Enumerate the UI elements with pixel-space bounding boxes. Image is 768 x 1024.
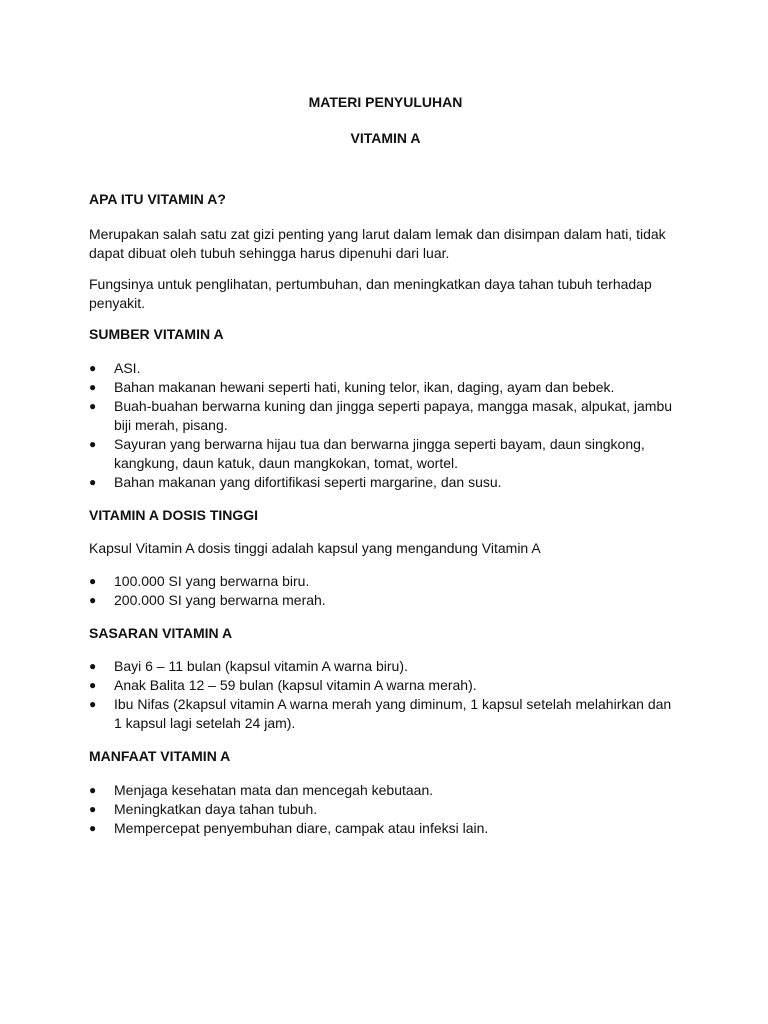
bullet-icon: ● <box>89 593 97 607</box>
list-item-text: 100.000 SI yang berwarna biru. <box>114 573 310 589</box>
list-item <box>89 781 682 800</box>
list-item-text: Meningkatkan daya tahan tubuh. <box>114 801 318 817</box>
heading-manfaat-vitamin-a: MANFAAT VITAMIN A <box>89 748 231 764</box>
list-item-text: ASI. <box>114 360 141 376</box>
list-item <box>89 572 682 591</box>
list-sumber <box>89 359 682 492</box>
bullet-icon: ● <box>89 659 97 673</box>
list-item <box>89 695 682 733</box>
bullet-icon: ● <box>89 802 97 816</box>
bullet-icon: ● <box>89 475 97 489</box>
list-sasaran <box>89 657 682 733</box>
list-item-text: Bayi 6 – 11 bulan (kapsul vitamin A warna biru). <box>114 658 408 674</box>
list-item <box>89 435 682 473</box>
list-item <box>89 676 682 695</box>
bullet-icon: ● <box>89 678 97 692</box>
bullet-icon: ● <box>89 783 97 797</box>
paragraph-dosis: Kapsul Vitamin A dosis tinggi adalah kapsul yang mengandung Vitamin A <box>89 540 541 556</box>
list-item-text: Bahan makanan yang difortifikasi seperti margarine, dan susu. <box>114 474 502 490</box>
heading-vitamin-a-dosis-tinggi: VITAMIN A DOSIS TINGGI <box>89 507 259 523</box>
bullet-icon: ● <box>89 821 97 835</box>
document-title: MATERI PENYULUHAN <box>308 94 463 110</box>
bullet-icon: ● <box>89 399 97 413</box>
bullet-icon: ● <box>89 361 97 375</box>
list-item-text: Mempercepat penyembuhan diare, campak atau infeksi lain. <box>114 820 489 836</box>
bullet-icon: ● <box>89 380 97 394</box>
bullet-icon: ● <box>89 574 97 588</box>
list-item <box>89 657 682 676</box>
bullet-icon: ● <box>89 437 97 451</box>
list-item-text: Ibu Nifas (2kapsul vitamin A warna merah yang diminum, 1 kapsul setelah melahirkan dan 1 kapsul lagi setelah 24 jam). <box>114 696 672 731</box>
list-item-text: Menjaga kesehatan mata dan mencegah kebutaan. <box>114 782 434 798</box>
heading-sasaran-vitamin-a: SASARAN VITAMIN A <box>89 625 233 641</box>
paragraph-definition: Merupakan salah satu zat gizi penting yang larut dalam lemak dan disimpan dalam hati, tidak dapat dibuat oleh tubuh sehingga harus dipenuhi dari luar. <box>89 226 666 261</box>
list-item <box>89 378 682 397</box>
document-subtitle: VITAMIN A <box>350 130 421 146</box>
list-item-text: 200.000 SI yang berwarna merah. <box>114 592 326 608</box>
list-dosis <box>89 572 682 610</box>
heading-apa-itu-vitamin-a: APA ITU VITAMIN A? <box>89 191 226 207</box>
list-item <box>89 359 682 378</box>
list-manfaat <box>89 781 682 838</box>
heading-sumber-vitamin-a: SUMBER VITAMIN A <box>89 326 224 342</box>
list-item <box>89 591 682 610</box>
list-item <box>89 800 682 819</box>
list-item-text: Buah-buahan berwarna kuning dan jingga seperti papaya, mangga masak, alpukat, jambu biji merah, pisang. <box>114 398 673 433</box>
paragraph-function: Fungsinya untuk penglihatan, pertumbuhan, dan meningkatkan daya tahan tubuh terhadap penyakit. <box>89 276 652 311</box>
list-item-text: Anak Balita 12 – 59 bulan (kapsul vitamin A warna merah). <box>114 677 477 693</box>
bullet-icon: ● <box>89 697 97 711</box>
list-item <box>89 819 682 838</box>
list-item <box>89 397 682 435</box>
list-item-text: Sayuran yang berwarna hijau tua dan berwarna jingga seperti bayam, daun singkong, kangkung, daun katuk, daun mangkokan, tomat, wortel. <box>114 436 645 471</box>
list-item <box>89 473 682 492</box>
list-item-text: Bahan makanan hewani seperti hati, kuning telor, ikan, daging, ayam dan bebek. <box>114 379 615 395</box>
